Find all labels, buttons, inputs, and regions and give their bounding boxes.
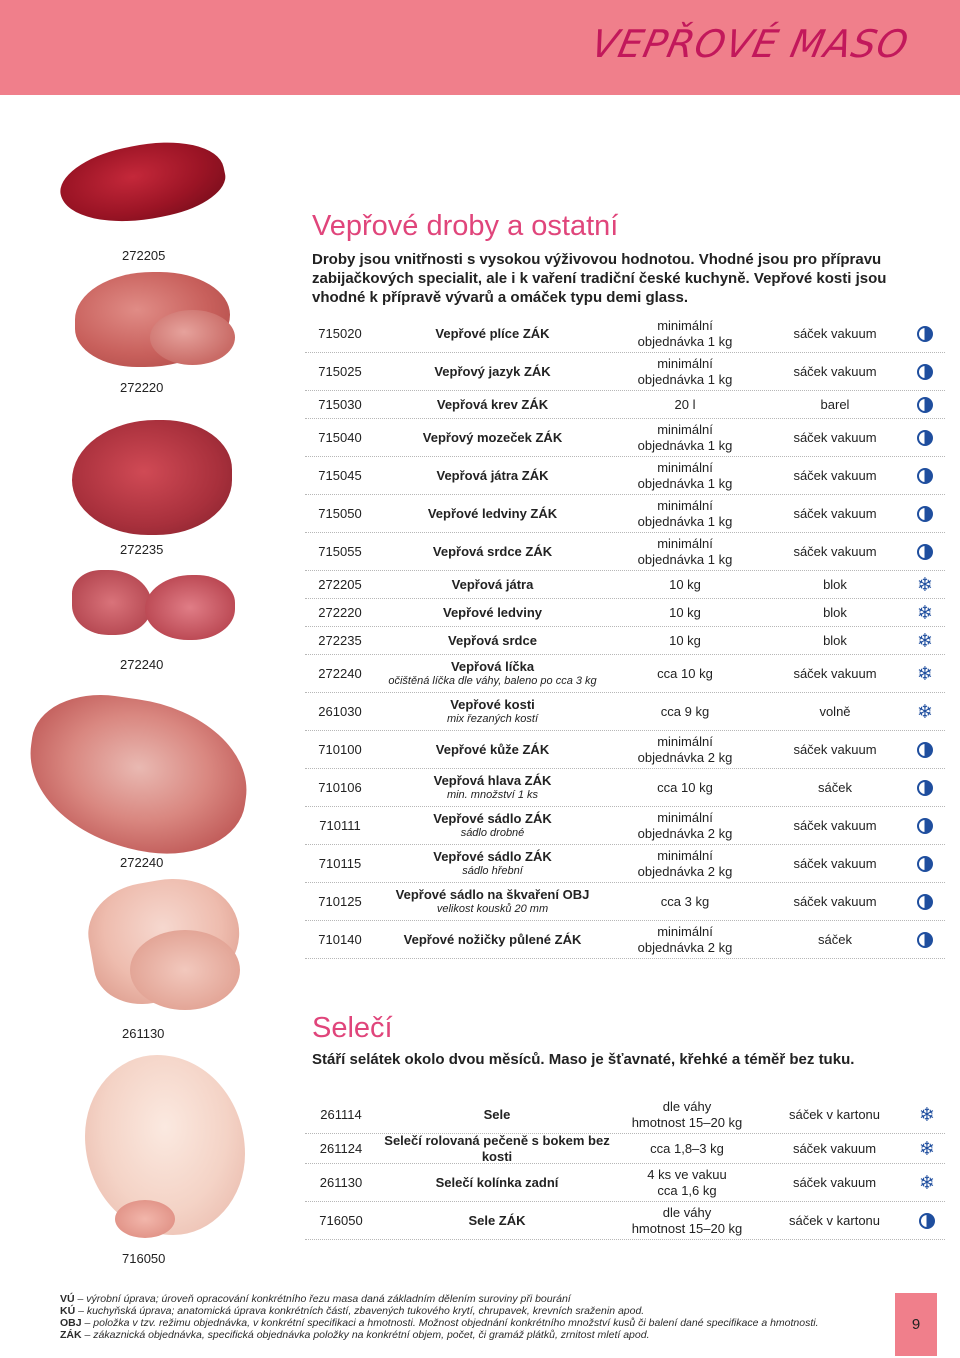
icon-cell: [910, 655, 940, 692]
snowflake-icon: ❄: [917, 573, 933, 596]
quantity-line: objednávka 1 kg: [637, 371, 733, 387]
icon-cell: [912, 1096, 942, 1133]
footnotes: [60, 1293, 890, 1341]
packaging: sáček vakuum: [793, 543, 877, 559]
product-code: 715030: [318, 396, 362, 412]
icon-cell: [910, 457, 940, 494]
product-row: [305, 599, 945, 627]
product-name-cell: [375, 731, 610, 768]
quantity-line: objednávka 2 kg: [637, 825, 733, 841]
quantity-line: hmotnost 15–20 kg: [631, 1220, 743, 1236]
product-row: [305, 769, 945, 807]
product-code: 261114: [320, 1106, 362, 1122]
quantity-line: objednávka 1 kg: [637, 551, 733, 567]
quantity-line: minimální: [657, 535, 713, 551]
packaging: sáček v kartonu: [788, 1106, 881, 1122]
product-row: [305, 731, 945, 769]
icon-cell: [910, 533, 940, 570]
packaging: sáček vakuum: [793, 429, 877, 445]
product-code: 261124: [319, 1140, 363, 1156]
section-title-droby: Vepřové droby a ostatní: [312, 210, 619, 242]
packaging: sáček vakuum: [792, 1174, 877, 1190]
icon-cell: [910, 391, 940, 418]
product-name-cell: [375, 353, 610, 390]
product-note: očištěná líčka dle váhy, baleno po cca 3 kg: [388, 675, 597, 687]
product-name-cell: [377, 1164, 617, 1201]
quantity-line: minimální: [657, 809, 713, 825]
product-row: [305, 495, 945, 533]
image-code: 272240: [120, 855, 164, 870]
product-name: Vepřová játra ZÁK: [436, 467, 549, 483]
packaging: blok: [823, 576, 847, 592]
quantity-line: 20 l: [674, 396, 696, 412]
quantity-line: objednávka 2 kg: [637, 749, 733, 765]
packaging: sáček vakuum: [793, 467, 877, 483]
footnote-abbr: ZÁK: [60, 1329, 82, 1341]
quantity-line: minimální: [657, 317, 713, 333]
product-name: Vepřová srdce: [448, 632, 537, 648]
quantity-line: objednávka 1 kg: [637, 437, 733, 453]
section-intro-droby: [312, 250, 892, 307]
half-frozen-icon: [917, 856, 933, 872]
quantity-line: minimální: [657, 923, 713, 939]
image-code: 272235: [120, 542, 164, 557]
quantity-cell: [610, 883, 760, 920]
product-name-cell: [375, 391, 610, 418]
product-name: Vepřové nožičky půlené ZÁK: [403, 931, 582, 947]
quantity-cell: [610, 391, 760, 418]
product-name: Vepřová líčka: [450, 659, 535, 674]
product-row: [305, 655, 945, 693]
quantity-cell: [610, 495, 760, 532]
quantity-cell: [610, 315, 760, 352]
icon-cell: [910, 883, 940, 920]
product-name-cell: [375, 883, 610, 920]
product-row: [305, 693, 945, 731]
image-code: 272240: [120, 657, 164, 672]
quantity-cell: [617, 1096, 757, 1133]
footnote-abbr: OBJ: [60, 1317, 82, 1329]
footnote-line: [60, 1293, 890, 1305]
quantity-line: minimální: [657, 421, 713, 437]
header-banner: [0, 0, 960, 95]
product-note: sádlo drobné: [460, 827, 525, 839]
bones-photo: [19, 685, 258, 864]
intro-line: Droby jsou vnitřnosti s vysokou výživovou hodnotou. Vhodné jsou pro přípravu: [312, 251, 882, 268]
quantity-line: dle váhy: [662, 1098, 712, 1114]
footnote-line: [60, 1329, 890, 1341]
quantity-line: objednávka 2 kg: [637, 939, 733, 955]
product-row: [305, 391, 945, 419]
product-name-cell: [377, 1096, 617, 1133]
product-name-cell: [375, 921, 610, 958]
quantity-line: objednávka 1 kg: [637, 513, 733, 529]
half-frozen-icon: [917, 818, 933, 834]
quantity-line: minimální: [657, 733, 713, 749]
image-code: 716050: [122, 1251, 166, 1266]
cheek-photo: [72, 570, 152, 635]
quantity-line: 10 kg: [669, 632, 701, 648]
icon-cell: [910, 731, 940, 768]
product-code: 710100: [318, 741, 362, 757]
packaging: sáček vakuum: [793, 741, 877, 757]
quantity-line: minimální: [657, 355, 713, 371]
product-code: 715020: [318, 325, 362, 341]
snowflake-icon: ❄: [919, 1137, 935, 1160]
product-note: sádlo hřební: [462, 865, 523, 877]
icon-cell: [910, 571, 940, 598]
icon-cell: [910, 921, 940, 958]
quantity-cell: [610, 457, 760, 494]
product-name: Vepřové kůže ZÁK: [435, 741, 550, 757]
quantity-line: cca 10 kg: [657, 665, 713, 681]
page-number: 9: [895, 1293, 937, 1356]
icon-cell: [910, 693, 940, 730]
product-row: [305, 1096, 945, 1134]
quantity-cell: [610, 627, 760, 654]
footnote-text: – položka v tzv. režimu objednávka, v konkrétní specifikaci a hmotnosti. Možnost objednání konkrétního množství kusů či balení dané specifikace a hmotnosti.: [81, 1317, 819, 1329]
half-frozen-icon: [917, 430, 933, 446]
packaging: sáček: [818, 931, 852, 947]
product-name: Vepřová srdce ZÁK: [432, 543, 553, 559]
packaging: barel: [820, 396, 850, 412]
product-name-cell: [375, 571, 610, 598]
product-code: 715050: [318, 505, 362, 521]
product-name: Vepřové sádlo ZÁK: [433, 849, 552, 864]
product-name: Vepřová hlava ZÁK: [433, 773, 552, 788]
product-name-cell: [377, 1202, 617, 1239]
footnote-line: [60, 1317, 890, 1329]
quantity-line: dle váhy: [662, 1204, 712, 1220]
product-name-cell: [375, 419, 610, 456]
product-name-cell: [375, 655, 610, 692]
icon-cell: [910, 845, 940, 882]
product-name: Vepřové sádlo ZÁK: [433, 811, 552, 826]
product-row: [305, 419, 945, 457]
product-row: [305, 315, 945, 353]
icon-cell: [912, 1202, 942, 1239]
icon-cell: [910, 769, 940, 806]
quantity-cell: [610, 655, 760, 692]
quantity-cell: [610, 807, 760, 844]
quantity-line: objednávka 2 kg: [637, 863, 733, 879]
product-row: [305, 1164, 945, 1202]
packaging: sáček vakuum: [793, 363, 877, 379]
snowflake-icon: ❄: [917, 700, 933, 723]
footnote-line: [60, 1305, 890, 1317]
product-row: [305, 1134, 945, 1164]
packaging: sáček vakuum: [793, 505, 877, 521]
product-name-cell: [375, 599, 610, 626]
intro-line: zabijačkových specialit, ale i k vaření tradiční české kuchyně. Vepřové kosti jsou: [312, 270, 887, 287]
product-code: 272240: [318, 665, 362, 681]
quantity-cell: [610, 419, 760, 456]
half-frozen-icon: [917, 397, 933, 413]
section-intro-seleci: Stáří selátek okolo dvou měsíců. Maso je šťavnaté, křehké a téměř bez tuku.: [312, 1051, 855, 1068]
quantity-line: minimální: [657, 847, 713, 863]
icon-cell: [910, 627, 940, 654]
icon-cell: [910, 807, 940, 844]
quantity-line: minimální: [657, 497, 713, 513]
product-code: 715055: [318, 543, 362, 559]
packaging: sáček vakuum: [792, 1140, 877, 1156]
product-note: min. množství 1 ks: [446, 789, 539, 801]
quantity-cell: [610, 353, 760, 390]
product-row: [305, 457, 945, 495]
product-row: [305, 807, 945, 845]
packaging: blok: [823, 632, 847, 648]
product-name: Vepřová krev ZÁK: [436, 396, 549, 412]
image-code: 272205: [122, 248, 166, 263]
product-note: mix řezaných kostí: [446, 713, 539, 725]
quantity-line: 4 ks ve vakuu: [647, 1166, 727, 1182]
half-frozen-icon: [917, 326, 933, 342]
icon-cell: [910, 315, 940, 352]
product-name-cell: [375, 769, 610, 806]
icon-cell: [910, 419, 940, 456]
product-code: 710125: [318, 893, 362, 909]
footnote-text: – zákaznická objednávka, specifická objednávka položky na konkrétní objem, počet, či gramáž plátků, zrnitost mletí apod.: [81, 1329, 650, 1341]
product-note: velikost kousků 20 mm: [436, 903, 549, 915]
packaging: sáček v kartonu: [788, 1212, 881, 1228]
packaging: blok: [823, 604, 847, 620]
product-name-cell: [375, 495, 610, 532]
icon-cell: [912, 1134, 942, 1163]
icon-cell: [910, 599, 940, 626]
quantity-line: cca 1,8–3 kg: [650, 1140, 724, 1156]
packaging: sáček: [818, 779, 852, 795]
product-name-cell: [375, 693, 610, 730]
footnote-abbr: VÚ: [60, 1293, 75, 1305]
quantity-line: cca 1,6 kg: [657, 1182, 717, 1198]
product-row: [305, 1202, 945, 1240]
product-code: 272220: [318, 604, 362, 620]
product-code: 715045: [318, 467, 362, 483]
intro-line: vhodné k přípravě vývarů a omáček typu demi glass.: [312, 289, 688, 306]
snowflake-icon: ❄: [917, 662, 933, 685]
product-row: [305, 533, 945, 571]
quantity-line: minimální: [657, 459, 713, 475]
kidney-photo-2: [150, 310, 235, 365]
packaging: sáček vakuum: [793, 325, 877, 341]
product-name: Vepřový jazyk ZÁK: [434, 363, 551, 379]
product-code: 261130: [319, 1174, 363, 1190]
half-frozen-icon: [917, 742, 933, 758]
half-frozen-icon: [917, 932, 933, 948]
product-table-droby: [305, 315, 945, 959]
quantity-cell: [617, 1164, 757, 1201]
product-code: 272205: [318, 576, 362, 592]
heart-photo: [72, 420, 232, 535]
product-row: [305, 571, 945, 599]
product-code: 715025: [318, 363, 362, 379]
product-code: 710111: [319, 817, 361, 833]
quantity-cell: [610, 921, 760, 958]
product-name-cell: [375, 845, 610, 882]
piglet-snout-photo: [115, 1200, 175, 1238]
product-name: Selečí kolínka zadní: [435, 1174, 559, 1190]
quantity-line: cca 3 kg: [660, 893, 710, 909]
footnote-text: – výrobní úprava; úroveň opracování konkrétního řezu masa daná základním dělením suroviny při bourání: [74, 1293, 571, 1305]
product-name: Vepřový mozeček ZÁK: [422, 429, 563, 445]
packaging: sáček vakuum: [793, 893, 877, 909]
half-frozen-icon: [917, 894, 933, 910]
product-name: Sele: [483, 1106, 511, 1122]
icon-cell: [910, 495, 940, 532]
packaging: volně: [819, 703, 851, 719]
product-code: 715040: [318, 429, 362, 445]
quantity-cell: [610, 599, 760, 626]
quantity-line: cca 9 kg: [660, 703, 710, 719]
packaging: sáček vakuum: [793, 855, 877, 871]
quantity-cell: [610, 693, 760, 730]
snowflake-icon: ❄: [917, 629, 933, 652]
liver-photo: [54, 129, 231, 237]
product-code: 710115: [318, 855, 362, 871]
quantity-cell: [610, 533, 760, 570]
product-name: Vepřové plíce ZÁK: [435, 325, 550, 341]
product-name-cell: [375, 807, 610, 844]
product-row: [305, 353, 945, 391]
trotters-photo-2: [130, 930, 240, 1010]
product-code: 716050: [319, 1212, 363, 1228]
quantity-line: objednávka 1 kg: [637, 333, 733, 349]
product-name-cell: [375, 533, 610, 570]
product-name-cell: [375, 457, 610, 494]
image-code: 272220: [120, 380, 164, 395]
half-frozen-icon: [917, 364, 933, 380]
snowflake-icon: ❄: [917, 601, 933, 624]
page-title: VEPŘOVÉ MASO: [587, 22, 913, 66]
product-name: Vepřové kosti: [450, 697, 535, 712]
product-code: 261030: [318, 703, 362, 719]
product-name-cell: [375, 315, 610, 352]
product-code: 710106: [318, 779, 362, 795]
icon-cell: [910, 353, 940, 390]
packaging: sáček vakuum: [793, 817, 877, 833]
quantity-line: hmotnost 15–20 kg: [631, 1114, 743, 1130]
quantity-cell: [610, 845, 760, 882]
product-row: [305, 845, 945, 883]
half-frozen-icon: [919, 1213, 935, 1229]
product-row: [305, 921, 945, 959]
product-name: Vepřové ledviny ZÁK: [427, 505, 558, 521]
product-row: [305, 883, 945, 921]
product-name: Vepřové ledviny: [443, 604, 542, 620]
product-name-cell: [375, 627, 610, 654]
quantity-cell: [610, 769, 760, 806]
half-frozen-icon: [917, 780, 933, 796]
quantity-cell: [610, 571, 760, 598]
footnote-abbr: KÚ: [60, 1305, 76, 1317]
product-row: [305, 627, 945, 655]
section-title-seleci: Selečí: [312, 1012, 393, 1044]
footnote-text: – kuchyňská úprava; anatomická úprava konkrétních částí, zbavených tukového krytí, chrupavek, krevních sraženin apod.: [75, 1305, 645, 1317]
quantity-line: 10 kg: [669, 576, 701, 592]
product-code: 272235: [318, 632, 362, 648]
product-name-cell: [377, 1134, 617, 1163]
quantity-line: objednávka 1 kg: [637, 475, 733, 491]
quantity-cell: [617, 1134, 757, 1163]
half-frozen-icon: [917, 544, 933, 560]
quantity-cell: [617, 1202, 757, 1239]
cheek-photo-2: [145, 575, 235, 640]
quantity-line: 10 kg: [669, 604, 701, 620]
packaging: sáček vakuum: [793, 665, 877, 681]
half-frozen-icon: [917, 506, 933, 522]
image-code: 261130: [122, 1026, 165, 1041]
product-table-seleci: [305, 1096, 945, 1240]
half-frozen-icon: [917, 468, 933, 484]
product-name: Vepřové sádlo na škvaření OBJ: [395, 887, 590, 902]
quantity-line: cca 10 kg: [657, 779, 713, 795]
snowflake-icon: ❄: [919, 1171, 935, 1194]
quantity-cell: [610, 731, 760, 768]
product-name: Vepřová játra: [451, 576, 534, 592]
product-name: Sele ZÁK: [468, 1212, 526, 1228]
snowflake-icon: ❄: [919, 1103, 935, 1126]
product-code: 710140: [318, 931, 362, 947]
icon-cell: [912, 1164, 942, 1201]
product-name: Selečí rolovaná pečeně s bokem bez kosti: [384, 1132, 610, 1164]
